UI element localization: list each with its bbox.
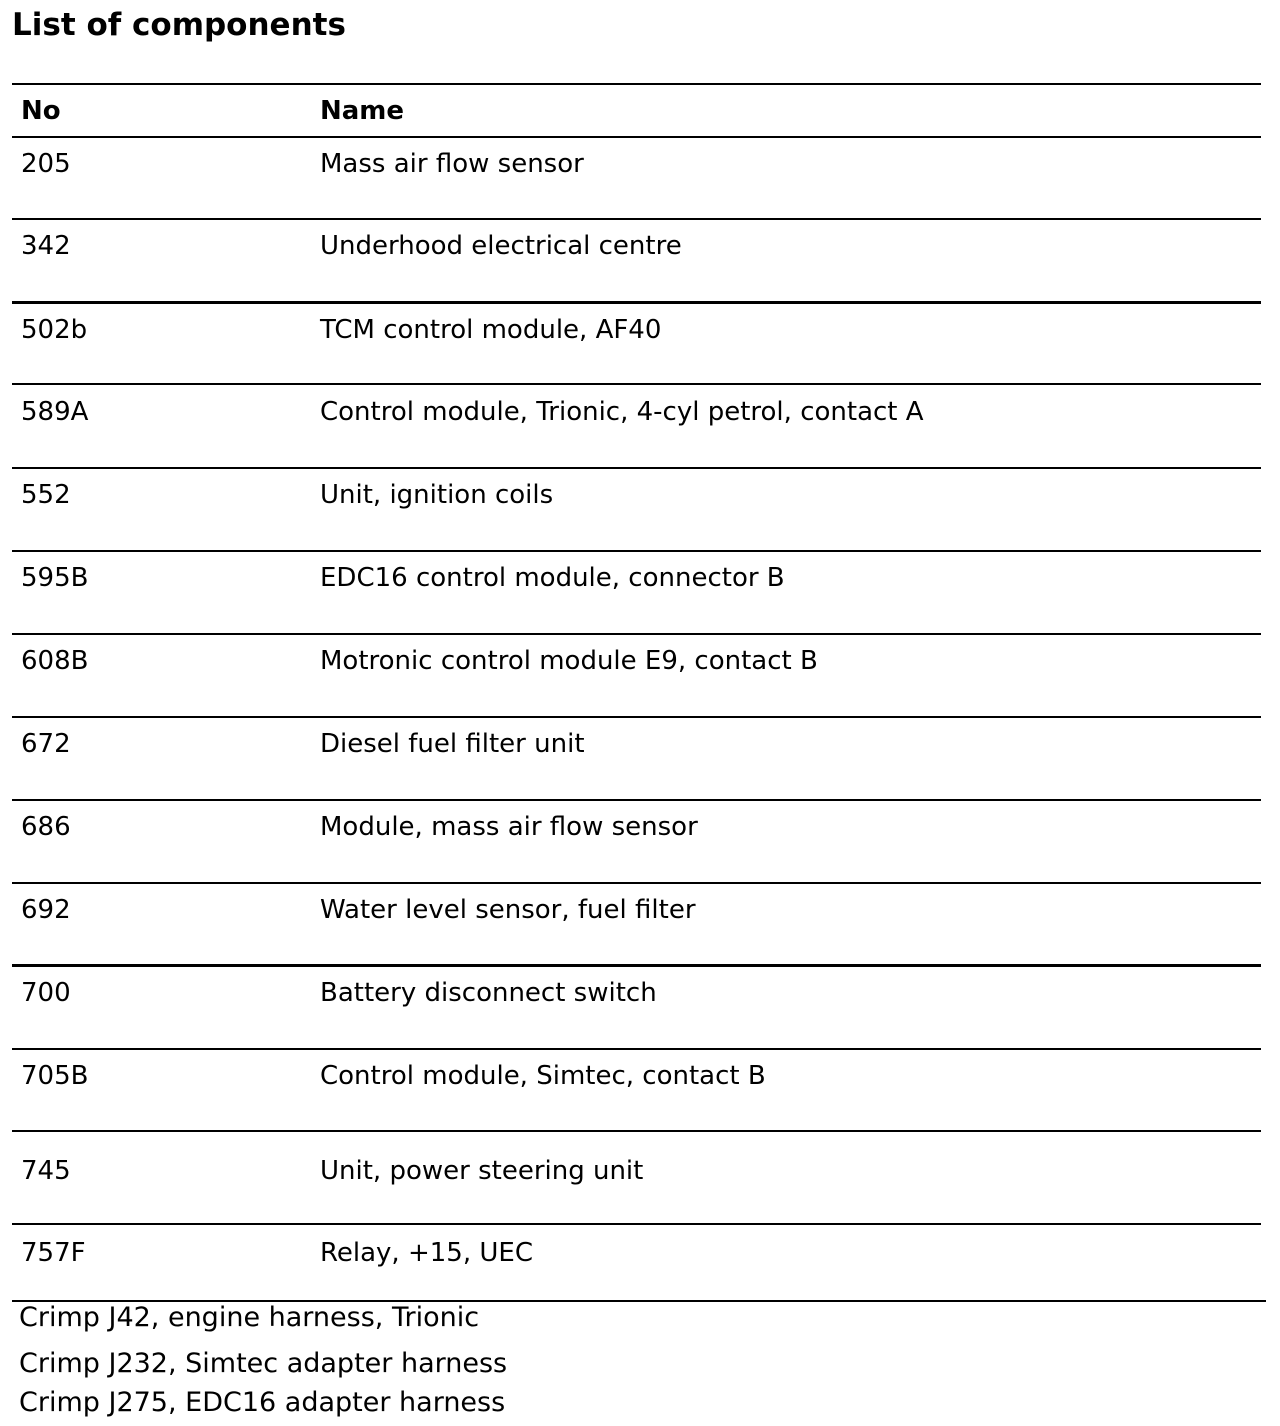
row-rule (12, 633, 1261, 635)
row-no: 205 (21, 149, 71, 179)
row-rule (12, 1130, 1261, 1132)
row-no: 705B (21, 1061, 89, 1091)
row-name: Control module, Trionic, 4-cyl petrol, contact A (320, 397, 924, 427)
page-title: List of components (12, 7, 346, 43)
row-name: Relay, +15, UEC (320, 1238, 533, 1268)
row-no: 608B (21, 646, 89, 676)
header-name: Name (320, 96, 405, 126)
row-no: 757F (21, 1238, 86, 1268)
row-name: Battery disconnect switch (320, 978, 657, 1008)
row-name: Motronic control module E9, contact B (320, 646, 818, 676)
row-rule (12, 882, 1261, 884)
crimp-note: Crimp J275, EDC16 adapter harness (19, 1387, 506, 1418)
row-name: Water level sensor, fuel filter (320, 895, 696, 925)
crimp-note: Crimp J232, Simtec adapter harness (19, 1348, 508, 1379)
row-name: Control module, Simtec, contact B (320, 1061, 766, 1091)
row-no: 589A (21, 397, 89, 427)
row-rule (12, 964, 1261, 967)
row-rule (12, 1223, 1261, 1225)
row-no: 595B (21, 563, 89, 593)
row-rule (12, 550, 1261, 552)
row-no: 745 (21, 1156, 71, 1186)
row-name: TCM control module, AF40 (320, 315, 662, 345)
row-no: 672 (21, 729, 71, 759)
row-no: 692 (21, 895, 71, 925)
header-bottom-rule (12, 136, 1261, 138)
row-no: 700 (21, 978, 71, 1008)
header-no: No (21, 96, 61, 126)
row-no: 502b (21, 315, 88, 345)
row-name: Underhood electrical centre (320, 231, 682, 261)
row-rule (12, 383, 1261, 385)
row-rule (12, 467, 1261, 469)
row-name: Mass air flow sensor (320, 149, 584, 179)
row-no: 342 (21, 231, 71, 261)
row-name: Module, mass air flow sensor (320, 812, 698, 842)
row-rule (12, 218, 1261, 220)
row-name: Unit, power steering unit (320, 1156, 644, 1186)
row-name: Unit, ignition coils (320, 480, 554, 510)
row-rule (12, 1048, 1261, 1050)
row-rule (12, 799, 1261, 801)
row-rule (12, 301, 1261, 304)
row-rule (12, 716, 1261, 718)
row-name: EDC16 control module, connector B (320, 563, 785, 593)
crimp-note: Crimp J42, engine harness, Trionic (19, 1302, 480, 1333)
row-name: Diesel fuel filter unit (320, 729, 585, 759)
row-no: 686 (21, 812, 71, 842)
table-top-rule (12, 83, 1261, 85)
row-no: 552 (21, 480, 71, 510)
